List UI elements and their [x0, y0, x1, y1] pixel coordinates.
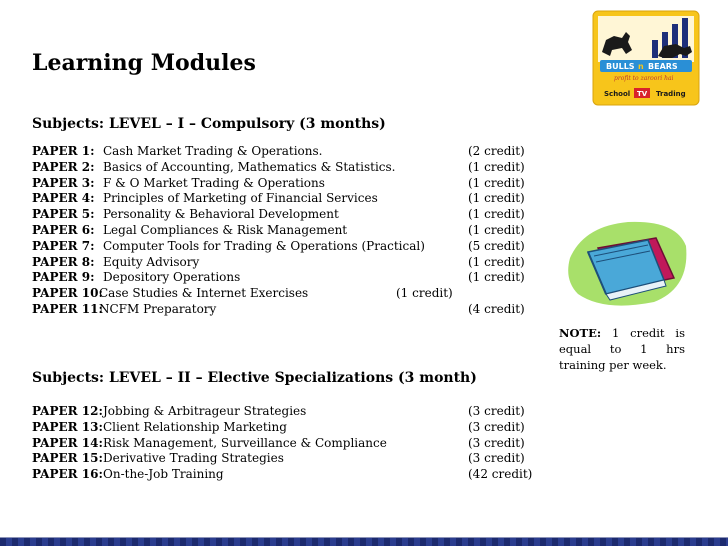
paper-title: On-the-Job Training	[103, 467, 224, 482]
level1-heading: Subjects: LEVEL – I – Compulsory (3 months)	[32, 116, 386, 132]
paper-title: Case Studies & Internet Exercises	[99, 286, 309, 301]
paper-credit: (1 credit)	[468, 254, 525, 269]
paper-credit: (1 credit)	[468, 207, 525, 222]
paper-title: NCFM Preparatory	[99, 301, 217, 316]
paper-label: PAPER 1:	[32, 144, 95, 158]
paper-credit: (1 credit)	[468, 159, 525, 174]
paper-credit: (3 credit)	[468, 435, 525, 450]
paper-credit: (2 credit)	[468, 144, 525, 158]
book-stack-icon	[564, 218, 692, 312]
paper-credit: (1 credit)	[468, 270, 525, 285]
paper-credit: (1 credit)	[396, 286, 453, 301]
page-title: Learning Modules	[32, 50, 256, 76]
note-text: 1 credit is equal to 1 hrs training per week.	[559, 326, 685, 372]
bulls-n-bears-logo	[592, 10, 700, 106]
logo-bulls-text: BULLS	[606, 62, 635, 71]
paper-title: Client Relationship Marketing	[103, 419, 287, 434]
paper-label: PAPER 9:	[32, 270, 95, 285]
paper-title: F & O Market Trading & Operations	[103, 175, 325, 190]
paper-label: PAPER 8:	[32, 254, 95, 269]
paper-credit: (1 credit)	[468, 222, 525, 237]
paper-title: Basics of Accounting, Mathematics & Statistics.	[103, 159, 396, 174]
paper-label: PAPER 2:	[32, 159, 95, 174]
paper-label: PAPER 14:	[32, 435, 103, 450]
logo-school-text: School	[604, 90, 631, 98]
logo-n-text: n	[638, 62, 644, 71]
paper-credit: (3 credit)	[468, 404, 525, 418]
paper-label: PAPER 11:	[32, 301, 103, 316]
paper-title: Computer Tools for Trading & Operations (Practical)	[103, 238, 425, 253]
paper-label: PAPER 15:	[32, 451, 103, 466]
paper-title: Risk Management, Surveillance & Compliance	[103, 435, 387, 450]
paper-label: PAPER 13:	[32, 419, 103, 434]
paper-title: Principles of Marketing of Financial Services	[103, 191, 378, 206]
logo-bears-text: BEARS	[648, 62, 678, 71]
paper-credit: (3 credit)	[468, 419, 525, 434]
paper-title: Jobbing & Arbitrageur Strategies	[103, 404, 307, 418]
paper-credit: (1 credit)	[468, 175, 525, 190]
paper-title: Equity Advisory	[103, 254, 200, 269]
logo-trading-text: Trading	[656, 90, 686, 98]
paper-credit: (4 credit)	[468, 301, 525, 316]
note-label: NOTE:	[559, 326, 602, 340]
level2-heading: Subjects: LEVEL – II – Elective Specializations (3 month)	[32, 370, 477, 386]
paper-label: PAPER 12:	[32, 404, 103, 418]
paper-title: Derivative Trading Strategies	[103, 451, 284, 466]
logo-tv-text: TV	[637, 90, 648, 98]
paper-credit: (3 credit)	[468, 451, 525, 466]
paper-credit: (5 credit)	[468, 238, 525, 253]
paper-label: PAPER 7:	[32, 238, 95, 253]
paper-label: PAPER 4:	[32, 191, 95, 206]
paper-title: Depository Operations	[103, 270, 241, 285]
paper-label: PAPER 6:	[32, 222, 95, 237]
paper-title: Legal Compliances & Risk Management	[103, 222, 348, 237]
paper-title: Cash Market Trading & Operations.	[103, 144, 323, 158]
paper-title: Personality & Behavioral Development	[103, 207, 339, 222]
footer-bar	[0, 538, 728, 546]
logo-tagline: profit to zaroori hai	[614, 75, 674, 82]
credit-note	[559, 325, 685, 373]
paper-label: PAPER 3:	[32, 175, 95, 190]
paper-credit: (42 credit)	[468, 467, 533, 482]
paper-label: PAPER 5:	[32, 207, 95, 222]
paper-label: PAPER 10:	[32, 286, 103, 301]
paper-credit: (1 credit)	[468, 191, 525, 206]
paper-label: PAPER 16:	[32, 467, 103, 482]
